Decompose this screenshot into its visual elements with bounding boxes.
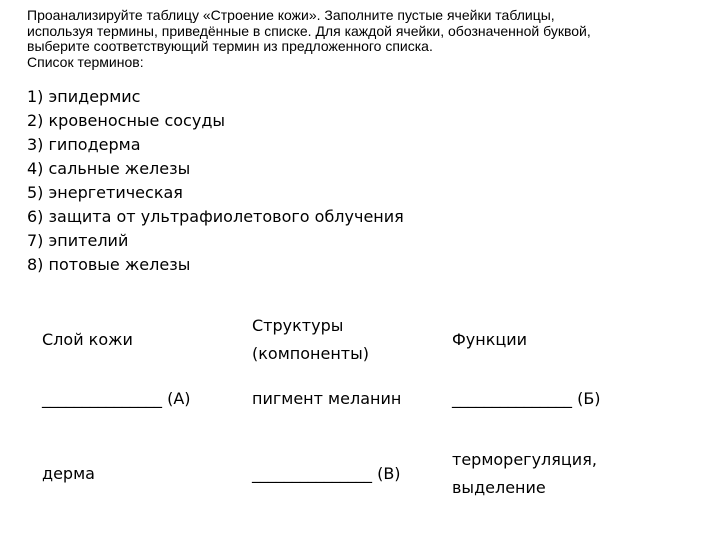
instruction-line: Проанализируйте таблицу «Строение кожи». Заполните пустые ячейки таблицы, bbox=[27, 7, 555, 23]
header-functions: Функции bbox=[452, 330, 528, 349]
header-structures-line: Структуры bbox=[252, 316, 344, 335]
term-item: 1) эпидермис bbox=[27, 87, 141, 106]
task-instructions bbox=[27, 8, 697, 70]
term-item: 2) кровеносные сосуды bbox=[27, 111, 226, 130]
term-item: 8) потовые железы bbox=[27, 255, 191, 274]
header-structures-line: (компоненты) bbox=[252, 344, 369, 363]
function-line: терморегуляция, bbox=[452, 450, 597, 469]
cell-function-blank-b: _______________ (Б) bbox=[452, 389, 601, 408]
instruction-line: используя термины, приведённые в списке. Для каждой ячейки, обозначенной буквой, bbox=[27, 22, 591, 39]
cell-structure-blank-c: _______________ (В) bbox=[252, 464, 401, 483]
cell-function-dermis bbox=[452, 448, 597, 500]
header-layer: Слой кожи bbox=[42, 330, 133, 349]
cell-structure-melanin: пигмент меланин bbox=[252, 389, 402, 408]
cell-layer-dermis: дерма bbox=[42, 464, 95, 483]
terms-list bbox=[27, 85, 404, 277]
cell-layer-blank-a: _______________ (А) bbox=[42, 389, 191, 408]
instruction-line: выберите соответствующий термин из предложенного списка. bbox=[27, 38, 433, 54]
term-item: 3) гиподерма bbox=[27, 135, 141, 154]
term-item: 5) энергетическая bbox=[27, 183, 183, 202]
term-item: 4) сальные железы bbox=[27, 159, 191, 178]
function-line: выделение bbox=[452, 478, 546, 497]
term-item: 6) защита от ультрафиолетового облучения bbox=[27, 207, 404, 226]
term-item: 7) эпителий bbox=[27, 231, 129, 250]
terms-list-title: Список терминов: bbox=[27, 53, 144, 70]
header-structures bbox=[252, 314, 369, 366]
